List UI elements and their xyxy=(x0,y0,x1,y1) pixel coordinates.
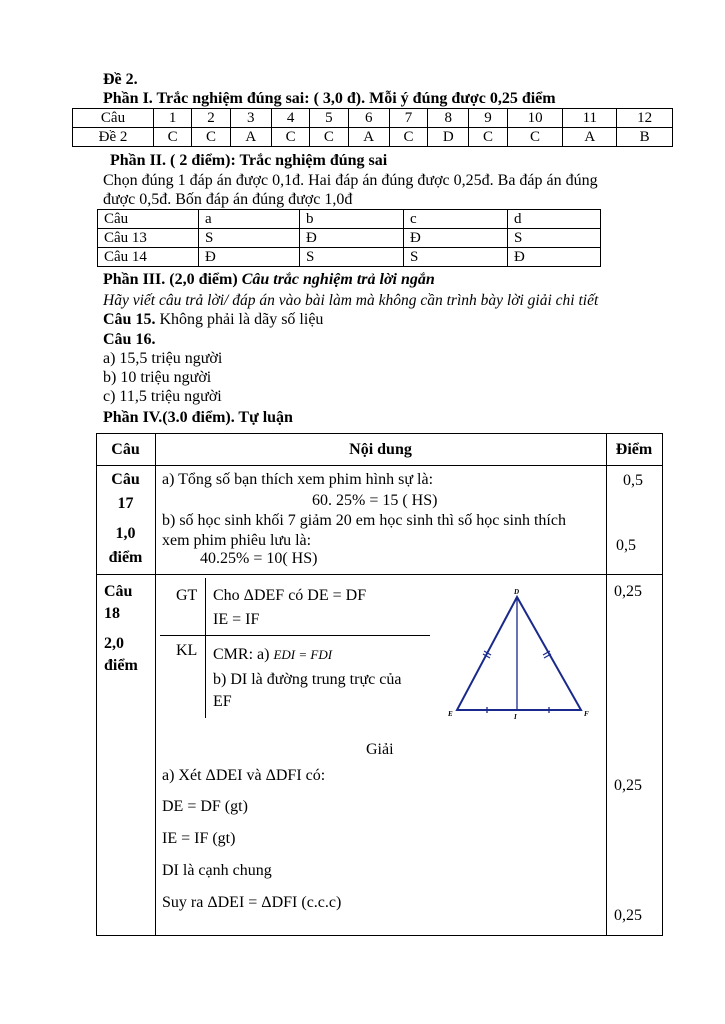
kl-line3: EF xyxy=(213,693,232,710)
table-cell: A xyxy=(563,128,617,147)
table-cell: A xyxy=(348,128,389,147)
part3-instruction: Hãy viết câu trả lời/ đáp án vào bài làm mà không cần trình bày lời giải chi tiết xyxy=(103,292,599,309)
q17-score-a: 0,5 xyxy=(623,472,643,489)
part2-desc-line1: Chọn đúng 1 đáp án được 0,1đ. Hai đáp án đúng được 0,25đ. Ba đáp án đúng xyxy=(103,172,598,189)
table-cell: c xyxy=(404,210,508,229)
gt-line2: IE = IF xyxy=(213,611,260,628)
part3-heading xyxy=(103,270,435,289)
q16-label: Câu 16. xyxy=(103,331,156,348)
q17-label-line3: 1,0 xyxy=(115,525,136,542)
q17-a-line1: a) Tổng số bạn thích xem phim hình sự là: xyxy=(162,471,434,488)
table-cell: 9 xyxy=(469,109,507,128)
table-cell: C xyxy=(154,128,192,147)
part2-heading: Phần II. ( 2 điểm): Trắc nghiệm đúng sai xyxy=(110,152,388,169)
table-row xyxy=(98,210,601,229)
table-cell: a xyxy=(199,210,300,229)
table-cell: d xyxy=(508,210,601,229)
proof-line-3: IE = IF (gt) xyxy=(162,830,236,847)
q17-b-line1: b) số học sinh khối 7 giảm 20 em học sinh thì số học sinh thích xyxy=(162,512,566,529)
table-cell: Đ xyxy=(300,229,404,248)
table-row xyxy=(73,128,673,147)
q18-label-line4: điểm xyxy=(104,657,138,674)
table-cell: Đ xyxy=(508,248,601,267)
q17-b-line2: xem phim phiêu lưu là: xyxy=(162,532,312,549)
vertex-f-label: F xyxy=(584,710,589,718)
point-i-label: I xyxy=(514,713,517,721)
q16-answer-c: c) 11,5 triệu người xyxy=(103,388,222,405)
table-cell: Đ xyxy=(404,229,508,248)
part4-heading: Phần IV.(3.0 điểm). Tự luận xyxy=(103,409,293,426)
table-cell: 4 xyxy=(271,109,309,128)
part1-heading: Phần I. Trắc nghiệm đúng sai: ( 3,0 đ). Mỗi ý đúng được 0,25 điểm xyxy=(103,90,556,107)
q17-a-line2: 60. 25% = 15 ( HS) xyxy=(312,492,438,509)
col-header-question: Câu xyxy=(111,441,140,458)
q18-label-line3: 2,0 xyxy=(104,635,124,652)
part3-heading-italic: Câu trắc nghiệm trả lời ngắn xyxy=(241,271,435,288)
table-cell: Đ xyxy=(199,248,300,267)
proof-line-5: Suy ra ΔDEI = ΔDFI (c.c.c) xyxy=(162,894,342,911)
table-cell: b xyxy=(300,210,404,229)
table-cell: 7 xyxy=(389,109,427,128)
part3-heading-bold: Phần III. (2,0 điểm) xyxy=(103,271,242,288)
q15-answer: Không phải là dãy số liệu xyxy=(155,311,324,328)
table-cell: A xyxy=(230,128,271,147)
vertex-e-label: E xyxy=(448,710,453,718)
q15-label: Câu 15. xyxy=(103,311,156,328)
table-cell: C xyxy=(389,128,427,147)
q16-answer-a: a) 15,5 triệu người xyxy=(103,350,223,367)
proof-line-4: DI là cạnh chung xyxy=(162,862,272,879)
table-cell: 12 xyxy=(617,109,673,128)
table-cell: B xyxy=(617,128,673,147)
q17-b-line3: 40.25% = 10( HS) xyxy=(200,550,318,567)
q17-label-line4: điểm xyxy=(108,549,143,566)
q18-score-3: 0,25 xyxy=(614,907,642,924)
part2-answer-table xyxy=(97,209,601,267)
proof-line-2: DE = DF (gt) xyxy=(162,798,248,815)
table-cell: S xyxy=(300,248,404,267)
q17-score-b: 0,5 xyxy=(616,537,636,554)
table-cell: 10 xyxy=(507,109,563,128)
table-cell: Câu 13 xyxy=(98,229,199,248)
table-row xyxy=(98,248,601,267)
q18-score-2: 0,25 xyxy=(614,777,642,794)
vertex-d-label: D xyxy=(514,588,520,596)
table-cell: 5 xyxy=(310,109,348,128)
table-cell: S xyxy=(404,248,508,267)
q15-line xyxy=(103,310,323,329)
exam-version-title: Đề 2. xyxy=(103,71,138,88)
triangle-figure xyxy=(440,585,600,725)
part2-desc-line2: được 0,5đ. Bốn đáp án đúng được 1,0đ xyxy=(103,191,353,208)
table-cell: 3 xyxy=(230,109,271,128)
q16-answer-b: b) 10 triệu người xyxy=(103,369,212,386)
table-cell: 1 xyxy=(154,109,192,128)
table-cell: D xyxy=(428,128,469,147)
col-header-content: Nội dung xyxy=(349,441,412,458)
table-cell: C xyxy=(192,128,230,147)
part1-answer-table xyxy=(72,108,673,147)
table-cell: S xyxy=(508,229,601,248)
table-cell: C xyxy=(310,128,348,147)
kl-line1-prefix: CMR: a) xyxy=(213,646,274,663)
q17-label-line1: Câu xyxy=(111,471,140,488)
table-cell: C xyxy=(271,128,309,147)
table-cell: 6 xyxy=(348,109,389,128)
table-cell: S xyxy=(199,229,300,248)
table-cell: Câu 14 xyxy=(98,248,199,267)
q18-label-line2: 18 xyxy=(104,605,120,622)
table-cell: Câu xyxy=(73,109,154,128)
table-cell: 2 xyxy=(192,109,230,128)
table-cell: C xyxy=(469,128,507,147)
col-header-score: Điểm xyxy=(615,441,653,458)
gt-label: GT xyxy=(176,587,198,604)
table-cell: C xyxy=(507,128,563,147)
solution-heading: Giải xyxy=(366,741,394,758)
kl-line1 xyxy=(213,645,332,665)
kl-line1-math: EDI = FDI xyxy=(273,647,333,662)
table-cell: Câu xyxy=(98,210,199,229)
proof-line-1: a) Xét ΔDEI và ΔDFI có: xyxy=(162,767,326,784)
q18-score-1: 0,25 xyxy=(614,583,642,600)
table-row xyxy=(98,229,601,248)
kl-line2: b) DI là đường trung trực của xyxy=(213,671,402,688)
q17-label-line2: 17 xyxy=(117,495,134,512)
gt-line1: Cho ΔDEF có DE = DF xyxy=(213,587,367,604)
table-row xyxy=(73,109,673,128)
q18-label-line1: Câu xyxy=(104,583,133,600)
triangle-def xyxy=(457,597,581,710)
table-cell: 11 xyxy=(563,109,617,128)
kl-label: KL xyxy=(176,642,198,659)
tick-df xyxy=(543,651,551,658)
table-cell: 8 xyxy=(428,109,469,128)
table-cell: Đề 2 xyxy=(73,128,154,147)
